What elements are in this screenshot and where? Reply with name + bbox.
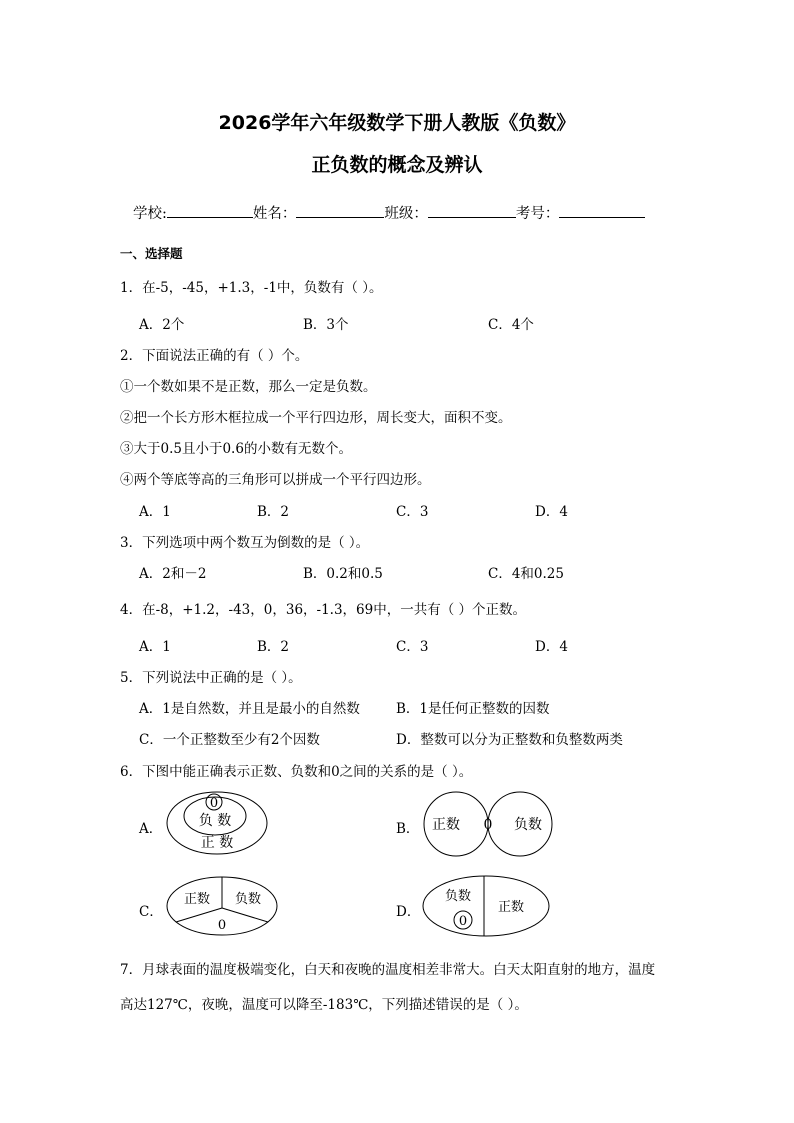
q6-option-a-label[interactable]: A． [139, 821, 163, 837]
q4-option-a[interactable]: A．1 [139, 639, 171, 655]
divider-line [222, 908, 268, 922]
negative-text: 负数 [514, 817, 542, 833]
q6-option-b-label[interactable]: B． [396, 821, 420, 837]
class-label: 班级： [384, 206, 428, 222]
q2-option-d[interactable]: D．4 [535, 504, 568, 520]
q4-option-c[interactable]: C．3 [396, 639, 429, 655]
q5-option-d[interactable]: D．整数可以分为正整数和负整数两类 [396, 732, 623, 748]
exam-no-label: 考号： [515, 206, 560, 222]
q1-option-a[interactable]: A．2个 [139, 317, 185, 333]
question-4-stem: 4．在-8，+1.2，-43，0，36，-1.3，69中，一共有（ ）个正数。 [120, 602, 527, 618]
negative-text: 负数 [234, 892, 262, 907]
question-7-line-2: 高达127℃，夜晚，温度可以降至-183℃，下列描述错误的是（ ）。 [120, 997, 528, 1013]
q1-option-c[interactable]: C．4个 [488, 317, 534, 333]
divider-line [176, 908, 222, 922]
q2-option-a[interactable]: A．1 [139, 504, 171, 520]
class-field[interactable] [428, 203, 516, 218]
q2-statement-4: ④两个等底等高的三角形可以拼成一个平行四边形。 [120, 472, 431, 488]
zero-text: 0 [458, 914, 468, 929]
q6-option-c-label[interactable]: C． [139, 904, 163, 920]
q3-option-a[interactable]: A．2和－2 [139, 566, 207, 582]
negative-text: 负 数 [198, 813, 232, 829]
page-title: 2026学年六年级数学下册人教版《负数》 [218, 112, 576, 134]
q6-option-a-diagram[interactable] [165, 790, 269, 856]
q2-option-c[interactable]: C．3 [396, 504, 429, 520]
q6-option-b-diagram[interactable] [418, 791, 558, 857]
q5-option-a[interactable]: A．1是自然数，并且是最小的自然数 [139, 701, 360, 717]
zero-text: 0 [483, 817, 493, 833]
q4-option-b[interactable]: B．2 [257, 639, 290, 655]
q2-statement-2: ②把一个长方形木框拉成一个平行四边形，周长变大，面积不变。 [120, 410, 512, 426]
name-field[interactable] [296, 203, 384, 218]
name-label: 姓名： [252, 206, 297, 222]
q6-option-d-label[interactable]: D． [396, 904, 421, 920]
q2-statement-1: ①一个数如果不是正数，那么一定是负数。 [120, 379, 377, 395]
question-1-stem: 1．在-5，-45，+1.3，-1中，负数有（ ）。 [120, 280, 383, 296]
q6-option-d-diagram[interactable] [421, 874, 551, 938]
positive-text: 正数 [183, 892, 211, 907]
school-label: 学校: [133, 206, 167, 222]
zero-text: 0 [217, 918, 227, 933]
outer-ellipse [423, 876, 549, 936]
school-field[interactable] [167, 203, 253, 218]
question-7-line-1: 7．月球表面的温度极端变化，白天和夜晚的温度相差非常大。白天太阳直射的地方，温度 [120, 962, 656, 978]
positive-text: 正数 [432, 817, 460, 833]
zero-text: 0 [209, 796, 219, 811]
negative-text: 负数 [444, 889, 472, 904]
q4-option-d[interactable]: D．4 [535, 639, 568, 655]
question-3-stem: 3．下列选项中两个数互为倒数的是（ ）。 [120, 535, 370, 551]
info-line [133, 202, 645, 223]
page-subtitle: 正负数的概念及辨认 [311, 154, 483, 176]
q2-option-b[interactable]: B．2 [257, 504, 290, 520]
exam-no-field[interactable] [559, 203, 645, 218]
q6-option-c-diagram[interactable] [165, 875, 279, 937]
q5-option-b[interactable]: B．1是任何正整数的因数 [396, 701, 550, 717]
q2-statement-3: ③大于0.5且小于0.6的小数有无数个。 [120, 441, 352, 457]
q1-option-b[interactable]: B．3个 [303, 317, 349, 333]
q3-option-b[interactable]: B．0.2和0.5 [303, 566, 383, 582]
q5-option-c[interactable]: C．一个正整数至少有2个因数 [139, 732, 320, 748]
question-6-stem: 6．下图中能正确表示正数、负数和0之间的关系的是（ ）。 [120, 764, 473, 780]
positive-text: 正 数 [200, 835, 234, 851]
q3-option-c[interactable]: C．4和0.25 [488, 566, 564, 582]
question-2-stem: 2．下面说法正确的有（ ）个。 [120, 348, 309, 364]
positive-text: 正数 [497, 900, 525, 915]
question-5-stem: 5．下列说法中正确的是（ ）。 [120, 670, 302, 686]
section-heading: 一、选择题 [120, 246, 183, 261]
